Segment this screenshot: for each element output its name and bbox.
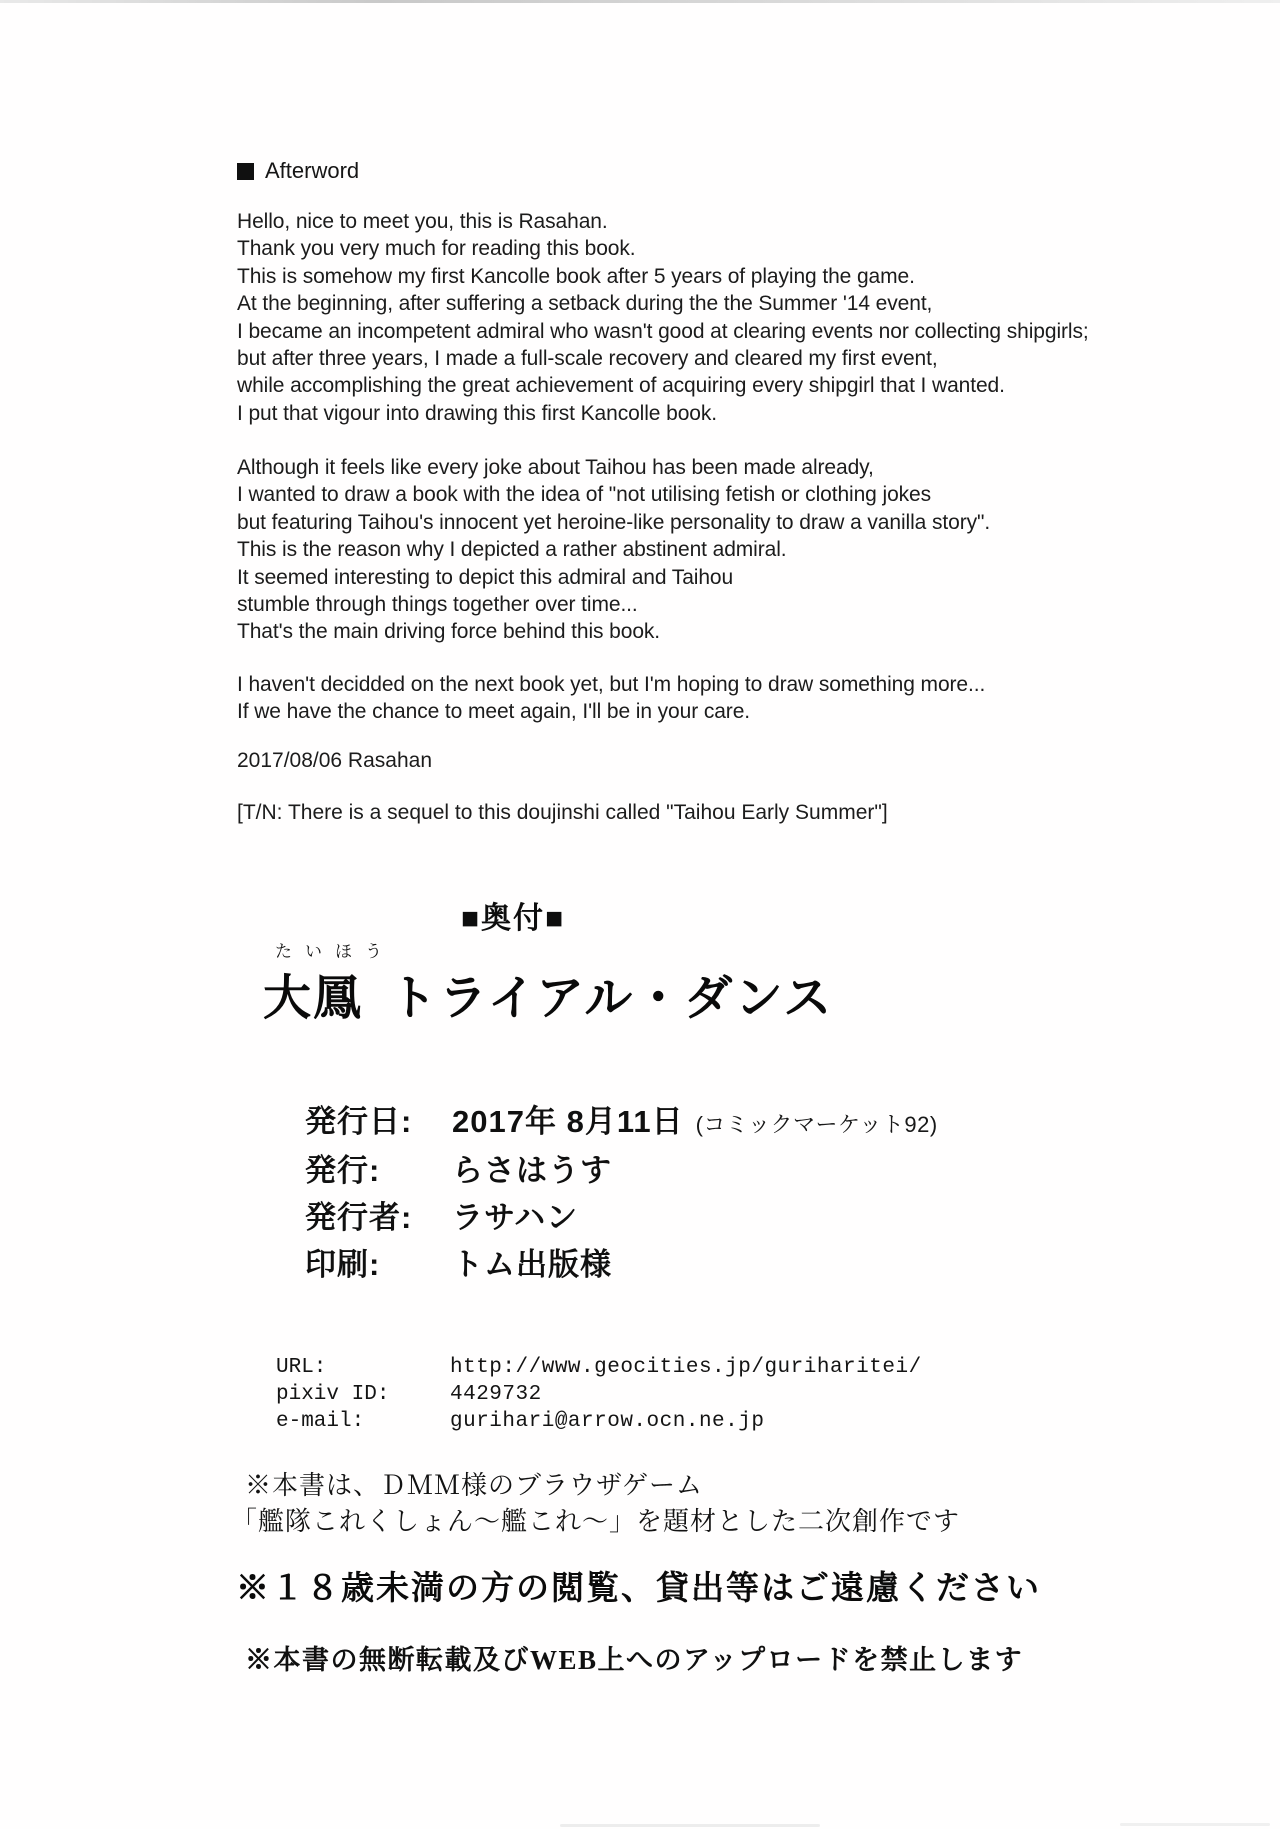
detail-label: 発行: <box>305 1153 381 1188</box>
translator-note: [T/N: There is a sequel to this doujinshi called "Taihou Early Summer"] <box>237 801 888 824</box>
contact-row-pixiv <box>0 1383 1280 1409</box>
afterword-line: It seemed interesting to depict this admiral and Taihou <box>237 565 734 589</box>
age-restriction-notice: ※１８歳未満の方の閲覧、貸出等はご遠慮ください <box>236 1569 1041 1606</box>
date-signature: 2017/08/06 Rasahan <box>237 749 432 772</box>
detail-row-publisher-circle <box>0 1145 1280 1187</box>
contact-row-email <box>0 1410 1280 1436</box>
source-disclaimer-line-1: ※本書は、ＤＭＭ様のブラウザゲーム <box>245 1471 703 1500</box>
afterword-line: Hello, nice to meet you, this is Rasahan. <box>237 210 608 233</box>
title-furigana: たいほう <box>275 942 395 961</box>
afterword-line: stumble through things together over time... <box>237 593 638 617</box>
colophon-header: ■奥付■ <box>460 902 566 935</box>
title-katakana: トライアル・ダンス <box>389 972 834 1025</box>
detail-value: らさはうす <box>452 1153 612 1188</box>
no-upload-notice: ※本書の無断転載及びWEB上へのアップロードを禁止します <box>245 1645 1024 1675</box>
contact-url-value: http://www.geocities.jp/guriharitei/ <box>450 1356 922 1379</box>
title-text <box>263 959 833 1028</box>
detail-label: 発行者: <box>305 1200 413 1235</box>
detail-value: トム出版様 <box>452 1247 612 1282</box>
detail-label: 印刷: <box>305 1247 381 1282</box>
detail-row-printer <box>0 1239 1280 1281</box>
afterword-line: This is the reason why I depicted a rather abstinent admiral. <box>237 538 787 562</box>
contact-pixiv-value: 4429732 <box>450 1383 542 1406</box>
section-marker-icon <box>237 163 254 180</box>
afterword-line: Although it feels like every joke about Taihou has been made already, <box>237 456 874 479</box>
afterword-paragraph-1 <box>237 208 1089 427</box>
detail-row-author <box>0 1192 1280 1234</box>
afterword-line: while accomplishing the great achievement of acquiring every shipgirl that I wanted. <box>237 374 1005 398</box>
afterword-line: That's the main driving force behind this book. <box>237 620 661 644</box>
afterword-line: At the beginning, after suffering a setback during the the Summer '14 event, <box>237 292 933 316</box>
afterword-line: I wanted to draw a book with the idea of "not utilising fetish or clothing jokes <box>237 483 932 507</box>
title-kanji: 大鳳 <box>263 972 364 1025</box>
afterword-line: I put that vigour into drawing this first Kancolle book. <box>237 401 717 425</box>
detail-value: ラサハン <box>452 1200 579 1235</box>
afterword-heading-label: Afterword <box>265 158 360 183</box>
afterword-line: I haven't decidded on the next book yet, but I'm hoping to draw something more... <box>237 673 986 696</box>
afterword-line: but featuring Taihou's innocent yet heroine-like personality to draw a vanilla story". <box>237 510 991 534</box>
scan-smudge <box>1120 1823 1270 1826</box>
detail-label: 発行日: <box>305 1104 413 1139</box>
scan-smudge <box>560 1824 820 1827</box>
afterword-paragraph-3 <box>237 671 985 726</box>
contact-row-url <box>0 1356 1280 1382</box>
afterword-line: I became an incompetent admiral who wasn't good at clearing events nor collecting shipgirls; <box>237 319 1089 343</box>
contact-email-value: gurihari@arrow.ocn.ne.jp <box>450 1410 765 1433</box>
detail-row-publication-date <box>0 1096 1280 1138</box>
detail-note: (コミックマーケット92) <box>695 1112 938 1137</box>
source-disclaimer-line-2: 「艦隊これくしょん～艦これ～」を題材とした二次創作です <box>231 1507 961 1536</box>
afterword-heading <box>237 158 359 184</box>
contact-label: pixiv ID: <box>276 1383 390 1406</box>
afterword-line: If we have the chance to meet again, I'll be in your care. <box>237 700 751 724</box>
contact-label: URL: <box>276 1356 327 1379</box>
afterword-paragraph-2 <box>237 454 990 646</box>
afterword-line: This is somehow my first Kancolle book after 5 years of playing the game. <box>237 264 915 288</box>
afterword-line: but after three years, I made a full-scale recovery and cleared my first event, <box>237 347 938 371</box>
detail-value: 2017年 8月11日 <box>452 1104 684 1139</box>
afterword-line: Thank you very much for reading this book. <box>237 237 636 261</box>
contact-label: e-mail: <box>276 1410 365 1433</box>
scan-edge-top <box>0 0 1280 3</box>
